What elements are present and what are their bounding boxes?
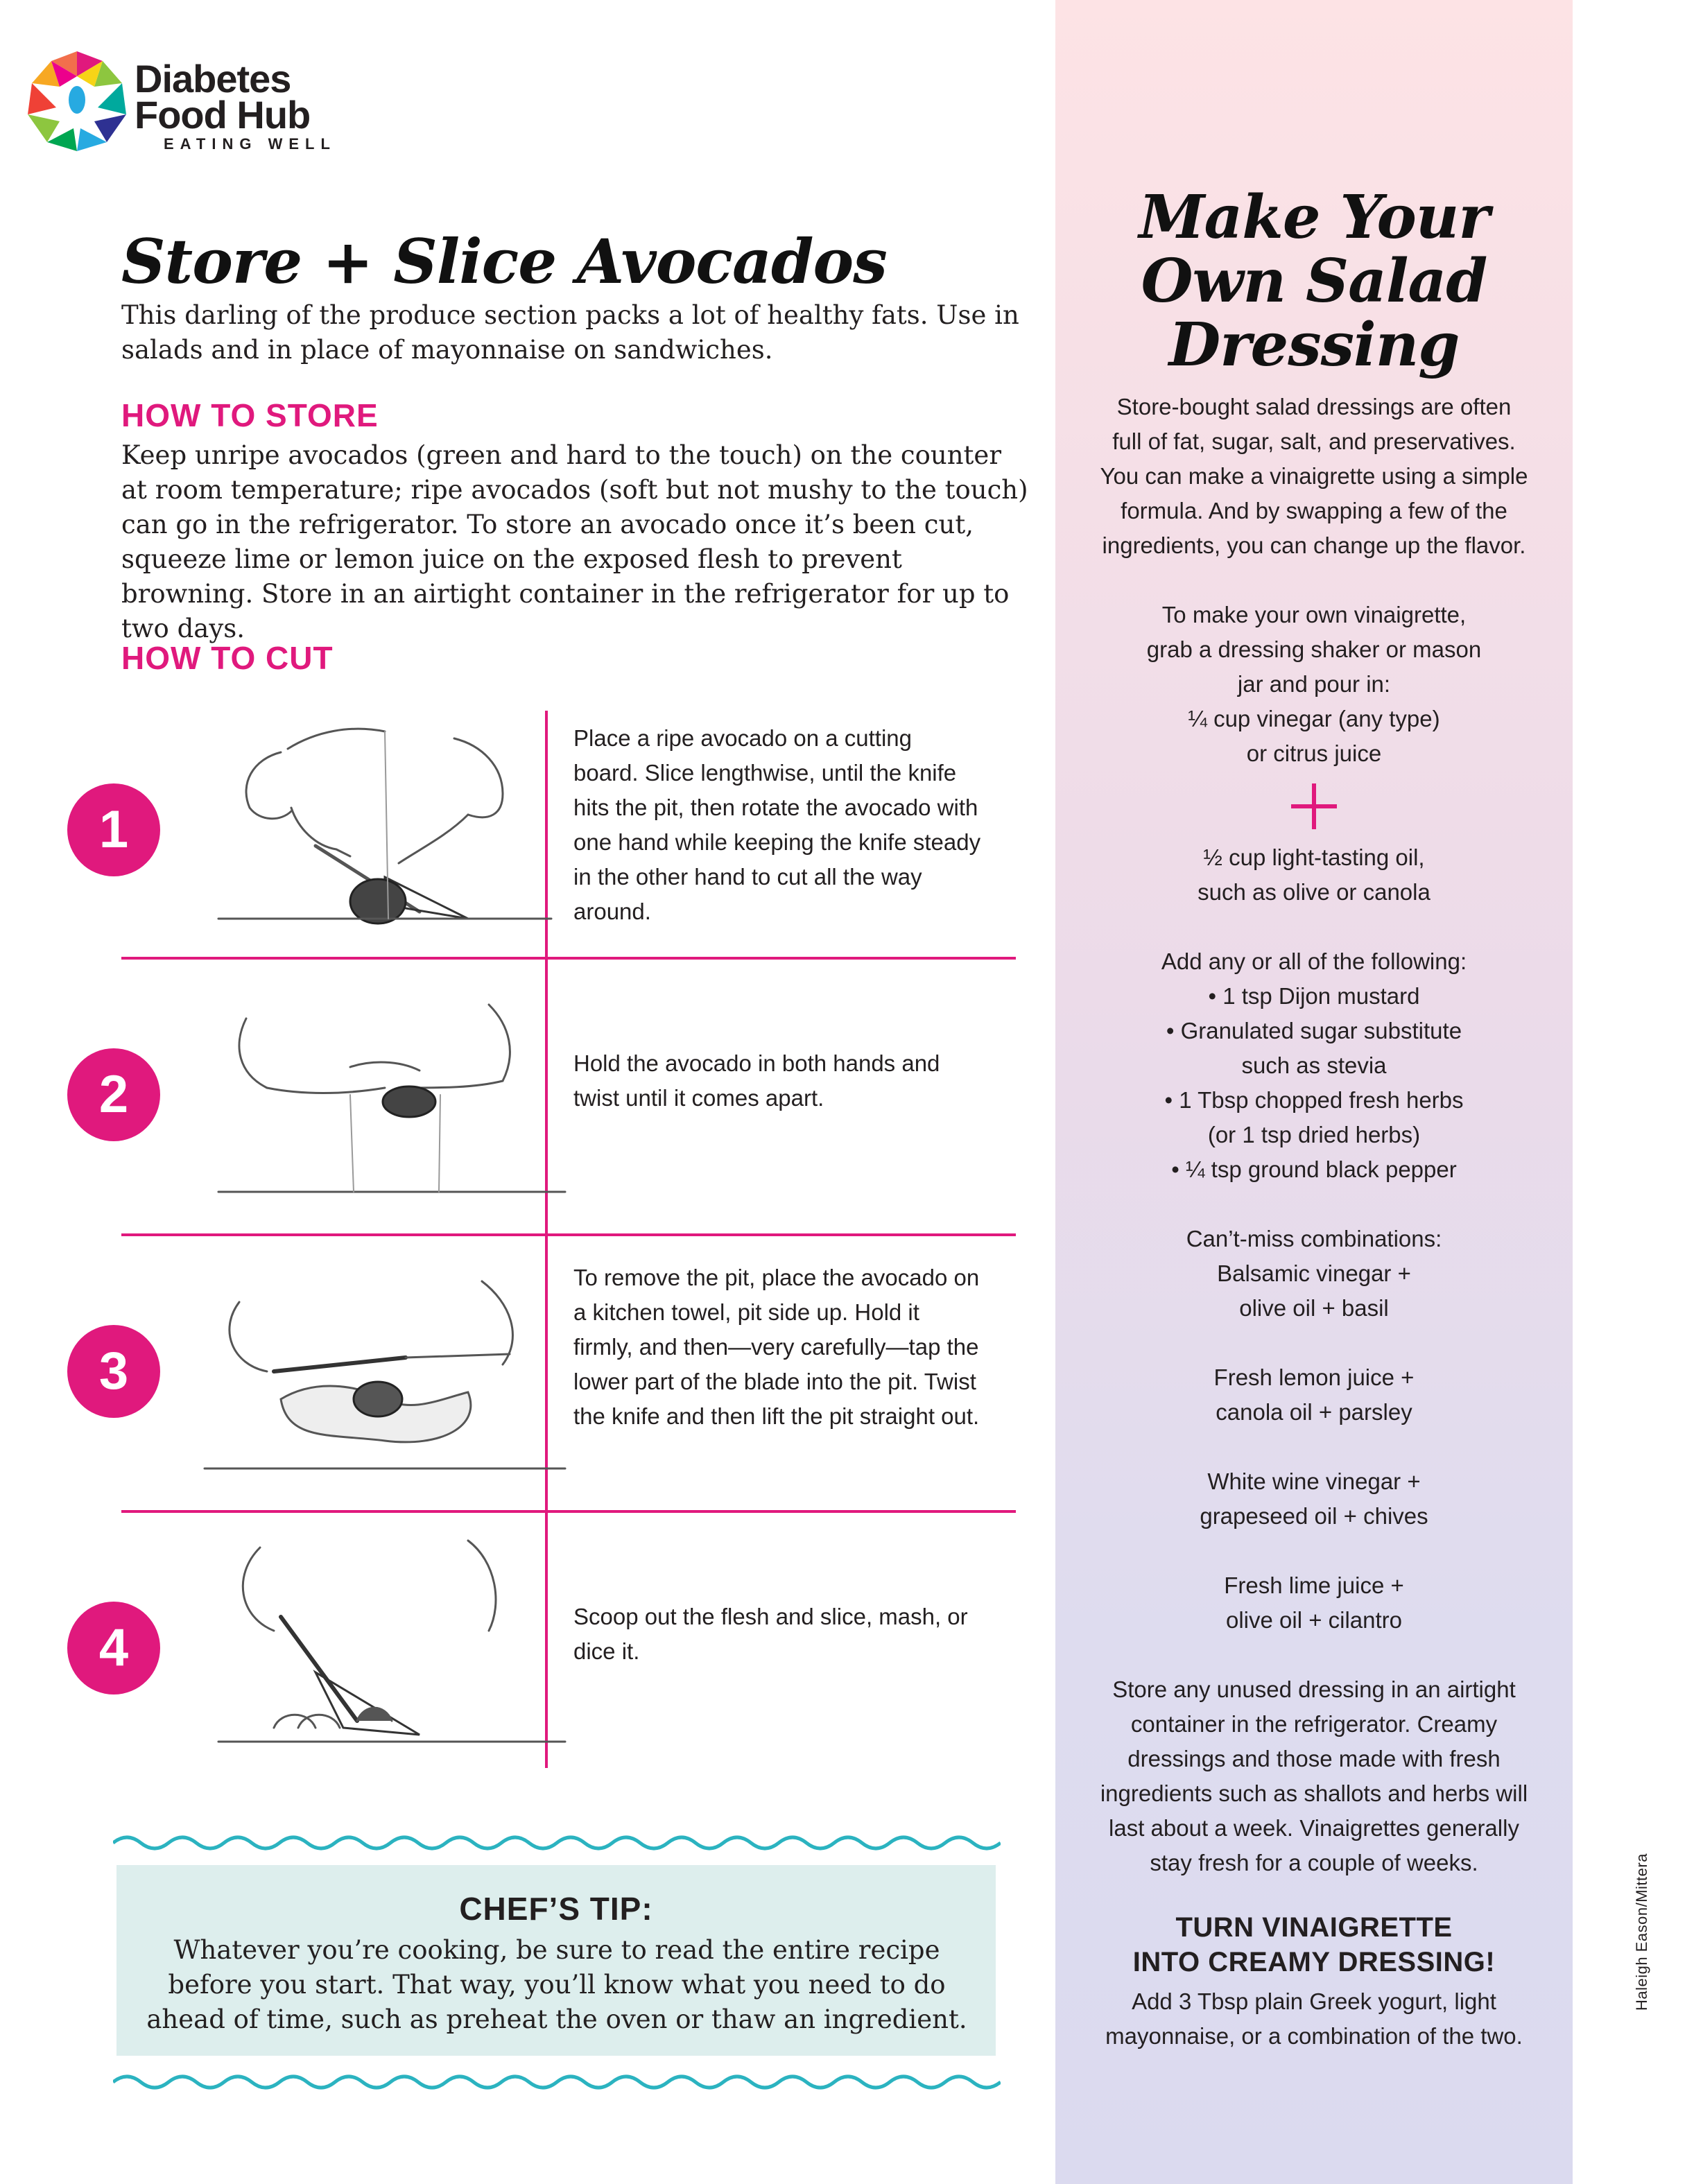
addon-item: • ¼ tsp ground black pepper	[1171, 1156, 1457, 1182]
sidebar-title-line: Own Salad	[1141, 246, 1487, 316]
sidebar-line: ingredients, you can change up the flavor.	[1102, 532, 1526, 558]
addon-item: (or 1 tsp dried herbs)	[1207, 1122, 1421, 1147]
sidebar-line: container in the refrigerator. Creamy	[1130, 1711, 1498, 1737]
combinations-heading: Can’t-miss combinations:	[1186, 1226, 1442, 1251]
sidebar-line: mayonnaise, or a combination of the two.	[1105, 2023, 1523, 2049]
sidebar-title-line: Dressing	[1168, 310, 1460, 380]
how-to-store-heading: HOW TO STORE	[121, 397, 379, 433]
page-title: Store + Slice Avocados	[121, 225, 887, 297]
combination-line: Balsamic vinegar +	[1217, 1260, 1411, 1286]
step-number-badge: 1	[67, 783, 160, 876]
sidebar-line: To make your own vinaigrette,	[1161, 602, 1467, 627]
step-number-badge: 4	[67, 1602, 160, 1695]
sidebar-line: ingredients such as shallots and herbs will	[1100, 1780, 1528, 1806]
step-text: Scoop out the flesh and slice, mash, or dice it.	[573, 1604, 968, 1664]
chefs-tip-heading: CHEF’S TIP:	[459, 1891, 653, 1927]
step-text: Hold the avocado in both hands and twist until it comes apart.	[573, 1050, 940, 1111]
addon-item: such as stevia	[1241, 1052, 1387, 1078]
sidebar-line: jar and pour in:	[1237, 671, 1391, 697]
addon-item: • 1 Tbsp chopped fresh herbs	[1164, 1087, 1464, 1113]
sidebar-title-line: Make Your	[1139, 182, 1489, 252]
brand-logo[interactable]	[25, 49, 351, 159]
brand-line-1: Diabetes	[135, 57, 291, 101]
sidebar-line: ¼ cup vinegar (any type)	[1188, 706, 1440, 731]
combination-line: olive oil + cilantro	[1225, 1607, 1403, 1633]
sidebar-line: Add any or all of the following:	[1161, 948, 1467, 974]
vinaigrette-instructions	[1055, 598, 1573, 771]
intro-text: This darling of the produce section packs a lot of healthy fats. Use in salads and in place of mayonnaise on sandwiches.	[121, 300, 1019, 365]
step-2	[98, 960, 1016, 1233]
storage-instructions	[1055, 1672, 1573, 1880]
combination-line: grapeseed oil + chives	[1200, 1503, 1428, 1529]
step-text: To remove the pit, place the avocado on a kitchen towel, pit side up. Hold it firmly, and then—very carefully—tap the lower part of the blade into the pit. Twist the knife and then lift the pit straight out.	[573, 1265, 980, 1429]
chefs-tip-box	[116, 1865, 996, 2056]
chefs-tip-text: Whatever you’re cooking, be sure to read the entire recipe before you start. That way, you’ll know what you need to do ahead of time, such as preheat the oven or thaw an ingredient.	[146, 1935, 967, 2034]
how-to-store-text: Keep unripe avocados (green and hard to the touch) on the counter at room temperature; ripe avocados (soft but not mushy to the touch) can go in the refrigerator. To store an avocado once it’s been cut, squeeze lime or lemon juice on the exposed flesh to prevent browning. Store in an airtight container in the refrigerator for up to two days.	[121, 440, 1028, 643]
remove-pit-illustration	[177, 1260, 593, 1489]
step-number-badge: 3	[67, 1325, 160, 1418]
optional-addons	[1055, 944, 1573, 1187]
step-4	[98, 1513, 1016, 1769]
plus-icon	[1291, 783, 1337, 829]
combinations-list	[1055, 1222, 1573, 1638]
step-number-badge: 2	[67, 1048, 160, 1141]
sidebar-line: You can make a vinaigrette using a simple	[1100, 463, 1528, 489]
combination-line: Fresh lime juice +	[1224, 1572, 1404, 1598]
addon-item: • Granulated sugar substitute	[1166, 1018, 1462, 1043]
sidebar-line: or citrus juice	[1246, 740, 1382, 766]
how-to-cut-heading: HOW TO CUT	[121, 640, 334, 676]
creamy-heading-line: INTO CREAMY DRESSING!	[1132, 1947, 1496, 1977]
sidebar-title	[1055, 182, 1573, 380]
step-3	[98, 1236, 1016, 1510]
brand-name	[135, 57, 311, 137]
sidebar-line: stay fresh for a couple of weeks.	[1150, 1850, 1478, 1875]
creamy-heading-line: TURN VINAIGRETTE	[1175, 1912, 1453, 1943]
combination-line: canola oil + parsley	[1216, 1399, 1412, 1425]
step-1	[98, 711, 1016, 957]
wave-divider-top	[113, 1830, 1001, 1855]
oil-instructions	[1055, 840, 1573, 910]
illustration-credit: Haleigh Eason/Mittera	[1633, 1853, 1650, 2011]
brand-line-2: Food Hub	[135, 93, 311, 137]
sidebar-line: full of fat, sugar, salt, and preservatives.	[1112, 428, 1516, 454]
creamy-dressing-text	[1055, 1984, 1573, 2054]
sidebar-intro	[1055, 390, 1573, 563]
brand-tagline: EATING WELL	[164, 135, 336, 153]
wave-divider-bottom	[113, 2070, 1001, 2095]
twist-avocado-illustration	[177, 991, 593, 1220]
diabetes-food-hub-logo-icon	[25, 49, 129, 153]
sidebar-line: such as olive or canola	[1198, 879, 1430, 905]
sidebar-line: formula. And by swapping a few of the	[1121, 498, 1507, 523]
sidebar-line: Store any unused dressing in an airtight	[1112, 1676, 1516, 1702]
sidebar-line: grab a dressing shaker or mason	[1146, 636, 1482, 662]
sidebar-line: ½ cup light-tasting oil,	[1203, 844, 1425, 870]
sidebar-line: last about a week. Vinaigrettes generally	[1109, 1815, 1519, 1841]
slice-avocado-illustration	[177, 1534, 593, 1762]
combination-line: olive oil + basil	[1239, 1295, 1389, 1321]
addon-item: • 1 tsp Dijon mustard	[1208, 983, 1420, 1009]
creamy-dressing-heading	[1055, 1910, 1573, 1979]
sidebar-line: dressings and those made with fresh	[1127, 1746, 1501, 1771]
salad-dressing-sidebar	[1055, 0, 1573, 2184]
combination-line: Fresh lemon juice +	[1213, 1364, 1415, 1390]
sidebar-line: Add 3 Tbsp plain Greek yogurt, light	[1132, 1988, 1496, 2014]
cut-avocado-illustration	[177, 718, 593, 946]
combination-line: White wine vinegar +	[1207, 1468, 1421, 1494]
sidebar-line: Store-bought salad dressings are often	[1116, 394, 1512, 419]
step-text: Place a ripe avocado on a cutting board. Slice lengthwise, until the knife hits the pit, then rotate the avocado with one hand while keeping the knife steady in the other hand to cut all the way around.	[573, 725, 981, 924]
